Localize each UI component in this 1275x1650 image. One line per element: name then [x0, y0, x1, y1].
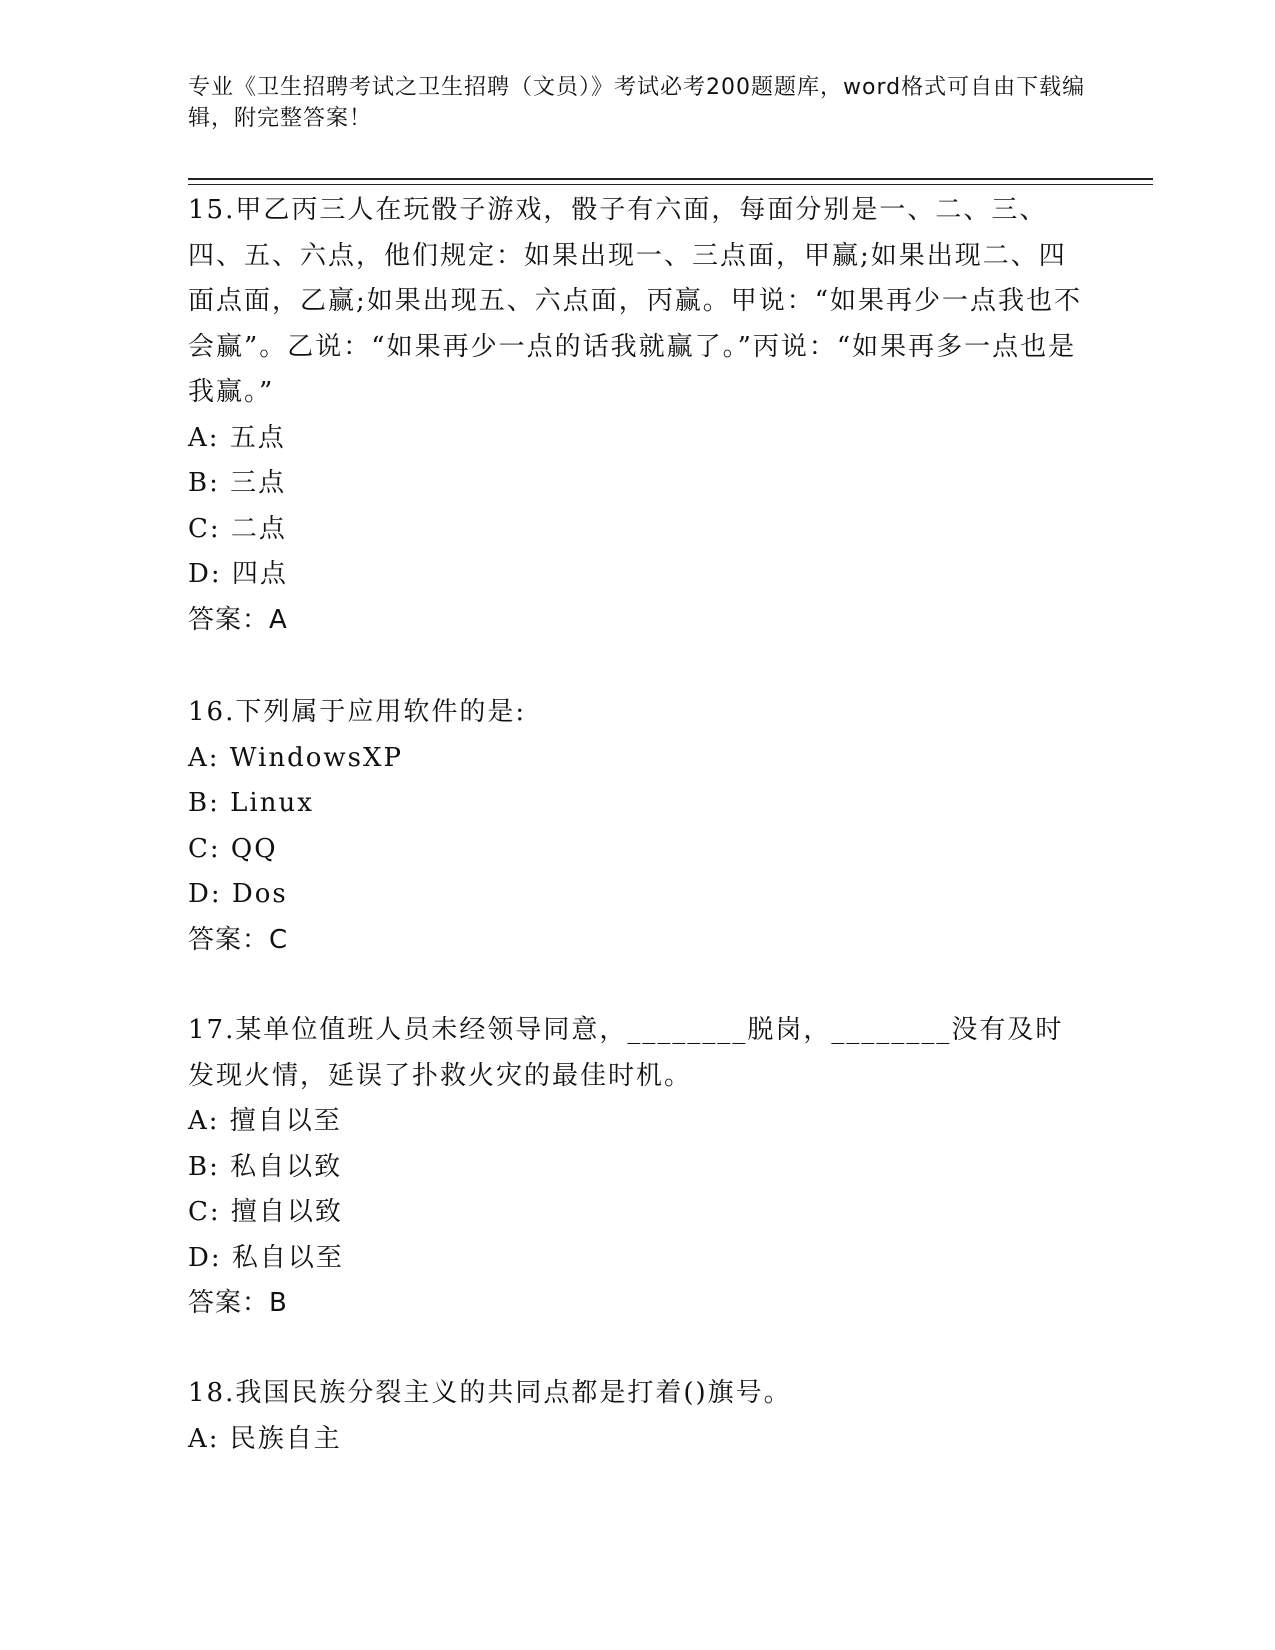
option-b: B: 三点: [188, 468, 287, 498]
answer-label: 答案：A: [188, 604, 288, 635]
option-a: A: 擅自以至: [188, 1106, 342, 1136]
question-stem: 17.某单位值班人员未经领导同意，________脱岗，________没有及时发现火情，延误了扑救火灾的最佳时机。: [188, 1015, 1064, 1091]
option-a: A: 民族自主: [188, 1423, 342, 1454]
option-c: C: 二点: [188, 513, 287, 544]
question-18: [188, 1371, 1088, 1462]
answer-label: 答案：B: [188, 1288, 288, 1318]
question-stem: 15.甲乙丙三人在玩骰子游戏，骰子有六面，每面分别是一、二、三、四、五、六点，他们规定：如果出现一、三点面，甲赢;如果出现二、四面点面，乙赢;如果出现五、六点面，丙赢。甲说：“如果再少一点我也不会赢”。乙说：“如果再少一点的话我就赢了。”丙说：“如果再多一点也是我赢。”: [188, 195, 1083, 407]
question-16: [188, 690, 1088, 963]
option-d: D: 私自以至: [188, 1242, 344, 1273]
option-a: A: WindowsXP: [188, 742, 404, 773]
question-15: [188, 188, 1088, 643]
option-b: B: Linux: [188, 788, 314, 818]
answer-label: 答案：C: [188, 924, 289, 955]
option-c: C: QQ: [188, 833, 278, 864]
option-d: D: 四点: [188, 559, 288, 589]
option-c: C: 擅自以致: [188, 1197, 343, 1227]
question-17: [188, 1008, 1088, 1327]
question-stem: 18.我国民族分裂主义的共同点都是打着()旗号。: [188, 1378, 792, 1408]
option-b: B: 私自以致: [188, 1151, 343, 1182]
document-header: 专业《卫生招聘考试之卫生招聘（文员）》考试必考200题题库，word格式可自由下载编辑，附完整答案！: [188, 75, 1086, 131]
option-d: D: Dos: [188, 879, 288, 909]
question-stem: 16.下列属于应用软件的是:: [188, 697, 527, 727]
header-divider: [188, 178, 1153, 180]
header-divider-thin: [188, 184, 1153, 185]
option-a: A: 五点: [188, 422, 286, 453]
